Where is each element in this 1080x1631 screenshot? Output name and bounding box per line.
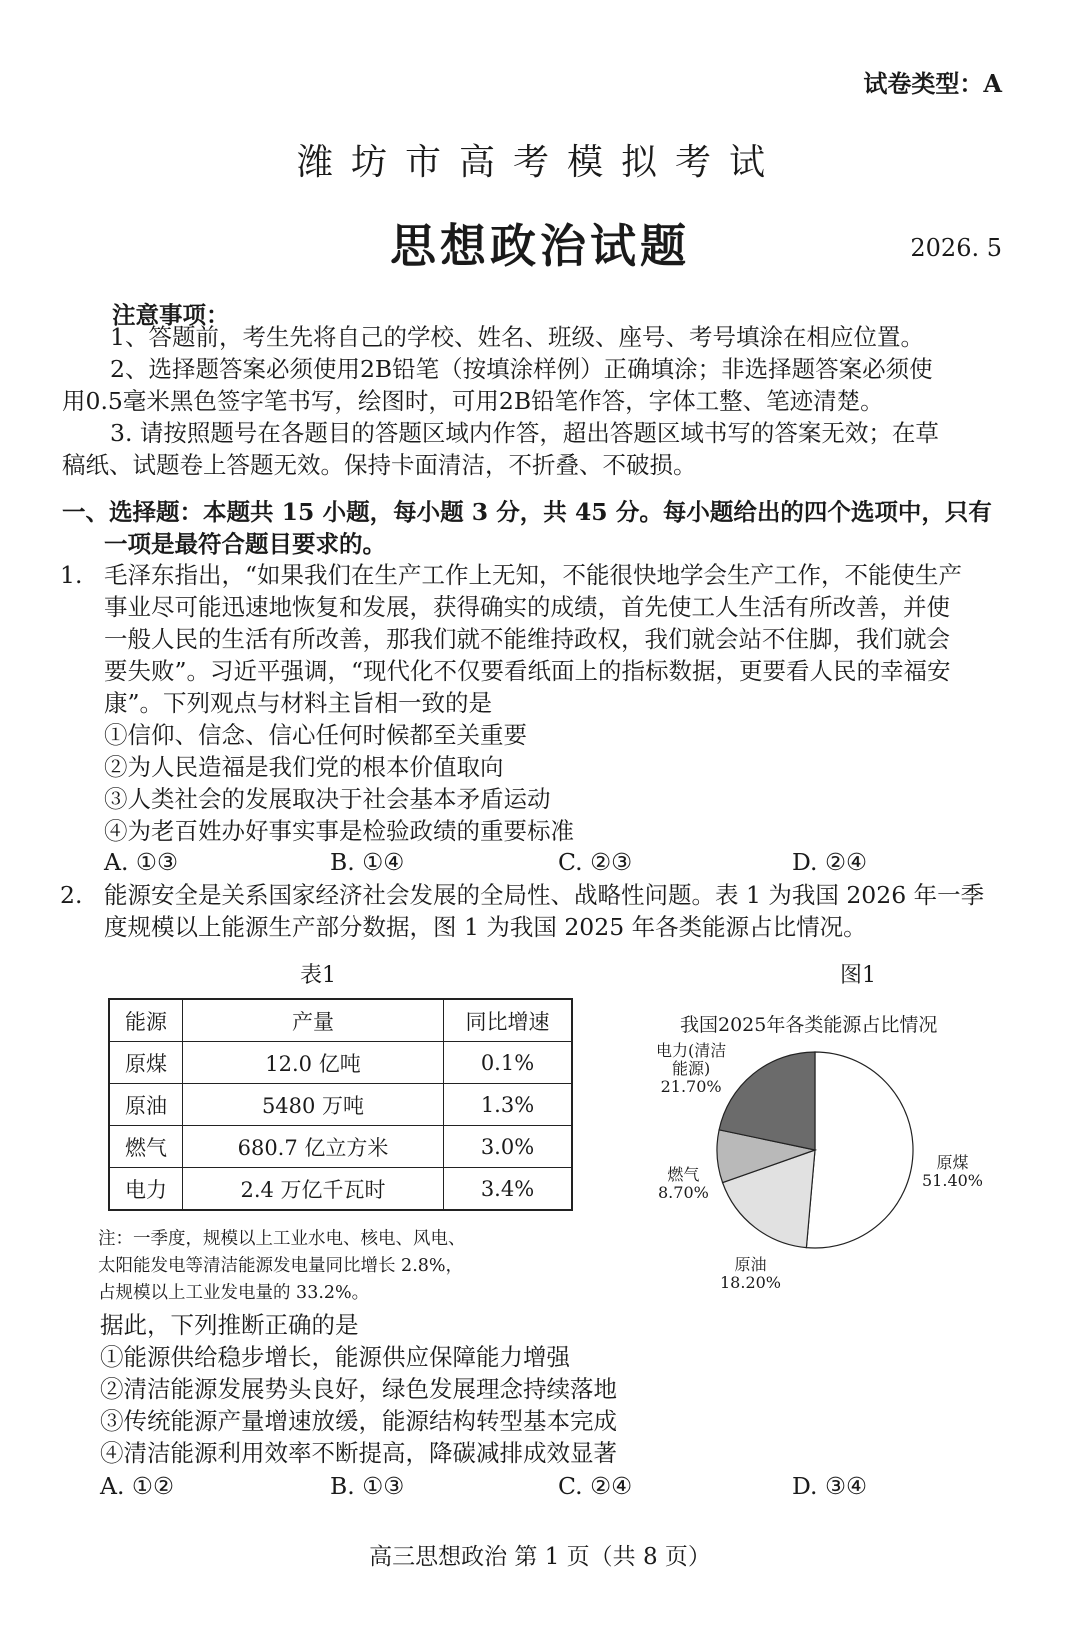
pie-label-coal [922,1154,983,1190]
pie-label-value: 51.40% [922,1171,984,1190]
pie-label-electricity [656,1042,726,1096]
table-header-cell: 能源 [109,999,183,1042]
notice-line: 用0.5毫米黑色签字笔书写，绘图时，可用2B铅笔作答，字体工整、笔迹清楚。 [62,387,884,415]
notice-line: 1、答题前，考生先将自己的学校、姓名、班级、座号、考号填涂在相应位置。 [110,323,924,351]
table-cell: 0.1% [444,1042,573,1084]
pie-label-name: 能源) [672,1059,711,1078]
table-cell: 12.0 亿吨 [183,1042,444,1084]
question-stem-line: 一般人民的生活有所改善，那我们就不能维持政权，我们就会站不住脚，我们就会 [104,625,950,653]
question-stem-line: 能源安全是关系国家经济社会发展的全局性、战略性问题。表 1 为我国 2026 年一季 [104,881,985,909]
pie-label-value: 8.70% [658,1183,709,1202]
question-number: 2. [60,881,83,909]
section-heading: 一、选择题：本题共 15 小题，每小题 3 分，共 45 分。每小题给出的四个选项中，只有 [62,498,992,526]
pie-label-name: 原油 [734,1255,767,1274]
table-row [109,1126,572,1168]
notice-title: 注意事项： [112,301,230,329]
page-footer: 高三思想政治 第 1 页（共 8 页） [369,1544,711,1570]
table-cell: 电力 [109,1168,183,1211]
table-header-row [109,999,572,1042]
pie-label-oil [720,1256,781,1292]
question-stem-line: 度规模以上能源生产部分数据，图 1 为我国 2025 年各类能源占比情况。 [104,913,867,941]
pie-slice-0 [806,1052,913,1248]
table-cell: 原油 [109,1084,183,1126]
table-header-cell: 同比增速 [444,999,573,1042]
table-cell: 680.7 亿立方米 [183,1126,444,1168]
option-a[interactable]: A. ①② [100,1472,175,1500]
question-number: 1. [60,561,83,589]
pie-label-value: 18.20% [720,1273,782,1292]
pie-label-name: 电力(清洁 [656,1041,727,1060]
question-stem-line: 康”。下列观点与材料主旨相一致的是 [104,689,493,717]
energy-table [108,998,573,1211]
statement-item: ①能源供给稳步增长，能源供应保障能力增强 [100,1343,570,1371]
statement-item: ①信仰、信念、信心任何时候都至关重要 [104,721,527,749]
question-stem-line: 毛泽东指出，“如果我们在生产工作上无知，不能很快地学会生产工作，不能使生产 [104,561,963,589]
notice-line: 稿纸、试题卷上答题无效。保持卡面清洁，不折叠、不破损。 [62,451,697,479]
subject-title: 思想政治试题 [390,219,690,273]
table-cell: 1.3% [444,1084,573,1126]
exam-date: 2026. 5 [910,234,1002,262]
table-note-line: 注：一季度，规模以上工业水电、核电、风电、 [98,1229,466,1249]
exam-name: 潍坊市高考模拟考试 [296,142,783,183]
pie-chart [650,1000,1050,1310]
figure-caption: 图1 [840,963,876,988]
pie-label-gas [658,1166,709,1202]
table-note-line: 占规模以上工业发电量的 33.2%。 [98,1283,370,1303]
option-b[interactable]: B. ①③ [330,1472,405,1500]
question-stem-line: 要失败”。习近平强调，“现代化不仅要看纸面上的指标数据，更要看人民的幸福安 [104,657,951,685]
table-row [109,1042,572,1084]
question-stem-line: 事业尽可能迅速地恢复和发展，获得确实的成绩，首先使工人生活有所改善，并使 [104,593,950,621]
option-c[interactable]: C. ②④ [558,1472,633,1500]
option-c[interactable]: C. ②③ [558,848,633,876]
table-cell: 3.0% [444,1126,573,1168]
table-note-line: 太阳能发电等清洁能源发电量同比增长 2.8%， [98,1256,464,1276]
table-row [109,1084,572,1126]
pie-label-name: 原煤 [936,1153,969,1172]
paper-type: 试卷类型：A [863,69,1002,98]
table-cell: 原煤 [109,1042,183,1084]
notice-line: 2、选择题答案必须使用2B铅笔（按填涂样例）正确填涂；非选择题答案必须使 [110,355,933,383]
table-cell: 2.4 万亿千瓦时 [183,1168,444,1211]
table-cell: 燃气 [109,1126,183,1168]
option-b[interactable]: B. ①④ [330,848,405,876]
table-cell: 5480 万吨 [183,1084,444,1126]
statement-item: ②为人民造福是我们党的根本价值取向 [104,753,504,781]
table-caption: 表1 [300,963,336,988]
option-d[interactable]: D. ②④ [792,848,868,876]
statement-item: ④清洁能源利用效率不断提高，降碳减排成效显著 [100,1439,617,1467]
statement-item: ②清洁能源发展势头良好，绿色发展理念持续落地 [100,1375,617,1403]
statement-item: ④为老百姓办好事实事是检验政绩的重要标准 [104,817,574,845]
table-row [109,1168,572,1211]
option-a[interactable]: A. ①③ [104,848,179,876]
table-header-cell: 产量 [183,999,444,1042]
section-heading-cont: 一项是最符合题目要求的。 [104,530,386,558]
question-lead: 据此，下列推断正确的是 [100,1311,359,1339]
pie-label-name: 燃气 [667,1165,700,1184]
statement-item: ③人类社会的发展取决于社会基本矛盾运动 [104,785,551,813]
notice-line: 3. 请按照题号在各题目的答题区域内作答，超出答题区域书写的答案无效；在草 [110,419,939,447]
chart-title: 我国2025年各类能源占比情况 [680,1014,938,1036]
pie-label-value: 21.70% [660,1077,722,1096]
table-cell: 3.4% [444,1168,573,1211]
statement-item: ③传统能源产量增速放缓，能源结构转型基本完成 [100,1407,617,1435]
option-d[interactable]: D. ③④ [792,1472,868,1500]
